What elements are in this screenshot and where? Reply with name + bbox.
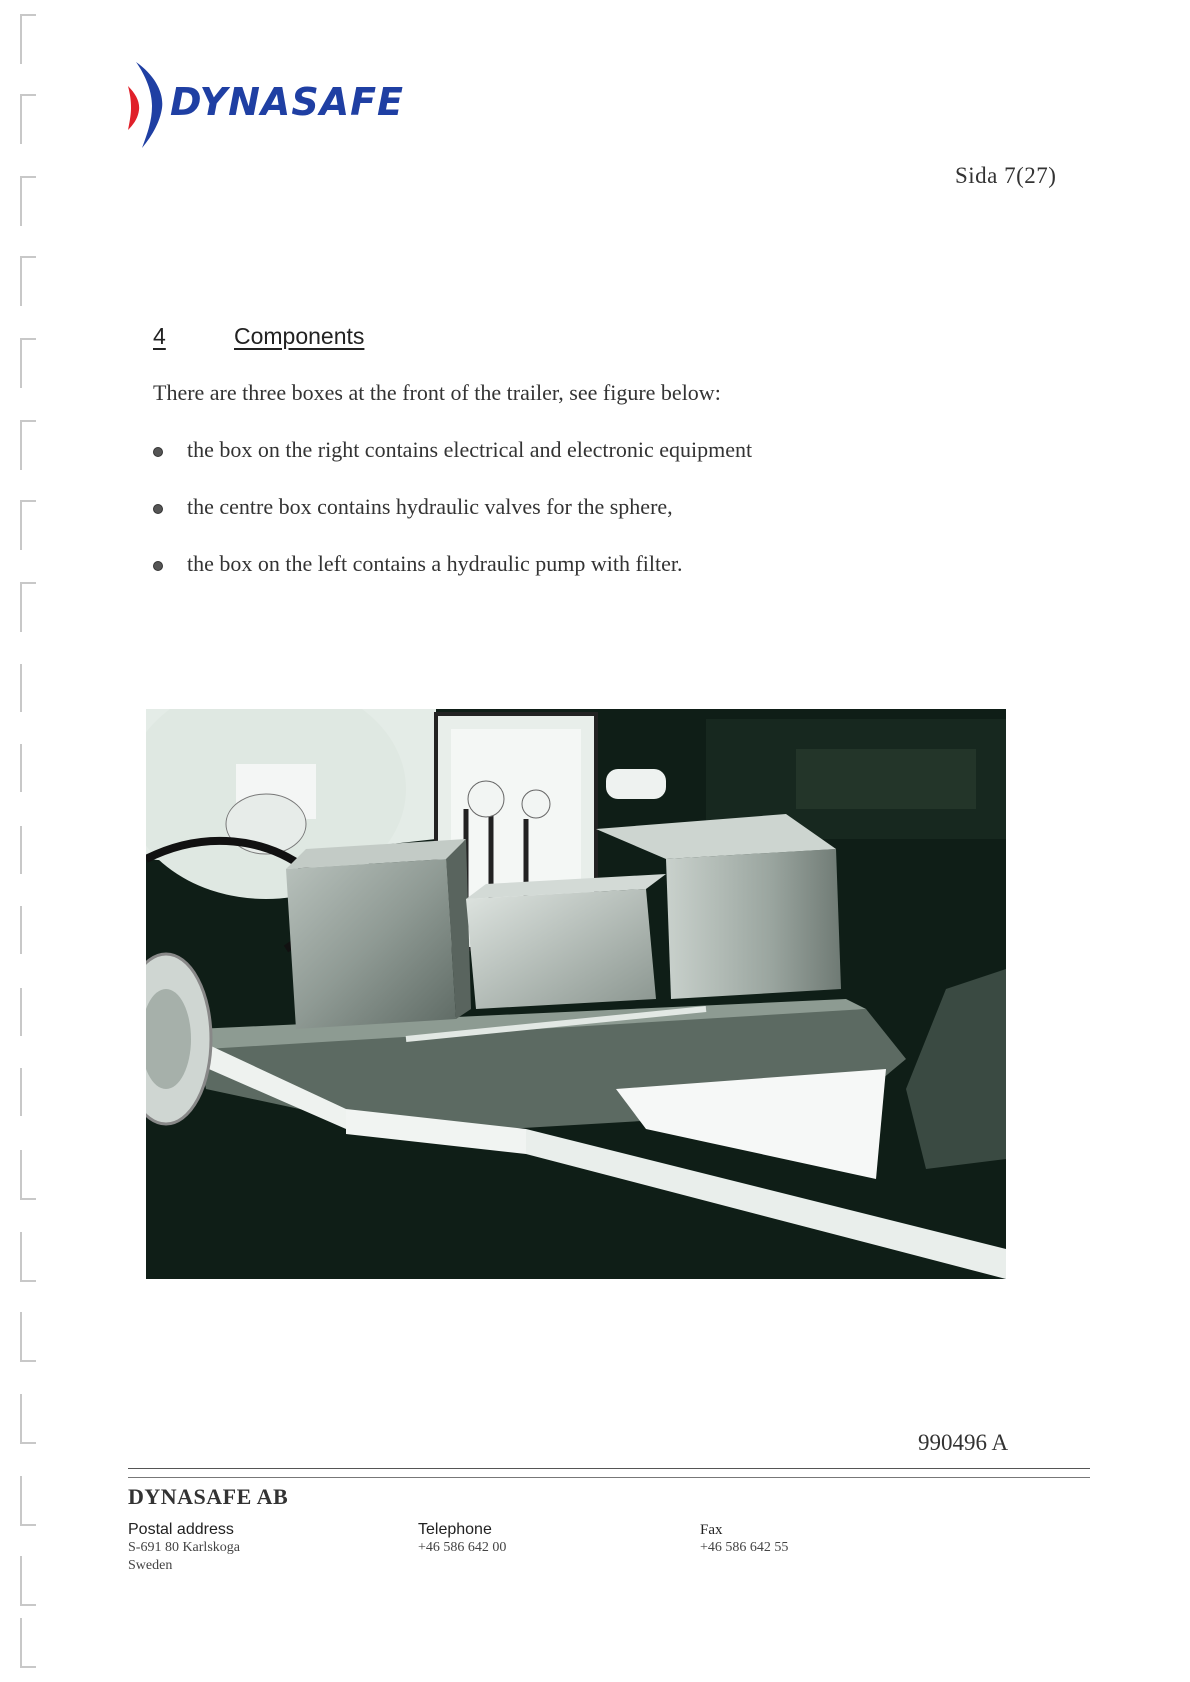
page-number: Sida 7(27): [955, 163, 1057, 188]
binder-mark: [20, 664, 36, 712]
list-item: the box on the left contains a hydraulic pump with filter.: [153, 551, 752, 608]
footer-divider: [128, 1477, 1090, 1478]
dynasafe-logo: [122, 58, 405, 150]
logo-mark-icon: [122, 58, 170, 150]
binder-mark: [20, 94, 36, 144]
binder-mark: [20, 582, 36, 632]
binder-mark: [20, 176, 36, 226]
binder-mark: [20, 1312, 36, 1362]
postal-address-line: Sweden: [128, 1558, 173, 1573]
list-item: the box on the right contains electrical and electronic equipment: [153, 437, 752, 494]
postal-address-label: Postal address: [128, 1521, 234, 1538]
binder-mark: [20, 1476, 36, 1526]
intro-paragraph: There are three boxes at the front of the trailer, see figure below:: [153, 380, 721, 405]
postal-address-line: S-691 80 Karlskoga: [128, 1540, 240, 1555]
fax-label: Fax: [700, 1522, 723, 1538]
section-heading: [153, 323, 364, 350]
bullet-icon: [153, 561, 163, 571]
footer-divider: [128, 1468, 1090, 1469]
trailer-illustration: [146, 709, 1006, 1279]
binder-mark: [20, 1068, 36, 1116]
bullet-icon: [153, 447, 163, 457]
fax-block: [700, 1521, 788, 1557]
company-name: DYNASAFE AB: [128, 1484, 289, 1509]
binder-mark: [20, 338, 36, 388]
postal-address-block: [128, 1521, 240, 1575]
trailer-photo: [146, 709, 1006, 1279]
binder-mark: [20, 420, 36, 470]
binder-mark: [20, 744, 36, 792]
component-list: [153, 437, 752, 608]
section-title: Components: [234, 323, 365, 349]
binder-mark: [20, 906, 36, 954]
list-item: the centre box contains hydraulic valves for the sphere,: [153, 494, 752, 551]
binder-mark: [20, 1394, 36, 1444]
section-number: 4: [153, 323, 166, 349]
telephone-number: +46 586 642 00: [418, 1540, 507, 1555]
document-reference: 990496 A: [918, 1430, 1009, 1455]
fax-number: +46 586 642 55: [700, 1540, 789, 1555]
bullet-icon: [153, 504, 163, 514]
binder-mark: [20, 1556, 36, 1606]
binder-mark: [20, 826, 36, 874]
binder-mark: [20, 988, 36, 1036]
binder-mark: [20, 1150, 36, 1200]
telephone-block: [418, 1521, 506, 1557]
binder-mark: [20, 1618, 36, 1668]
binder-mark: [20, 1232, 36, 1282]
binder-mark: [20, 14, 36, 64]
binder-mark: [20, 256, 36, 306]
logo-wordmark: DYNASAFE: [170, 80, 405, 124]
telephone-label: Telephone: [418, 1521, 492, 1538]
binder-mark: [20, 500, 36, 550]
